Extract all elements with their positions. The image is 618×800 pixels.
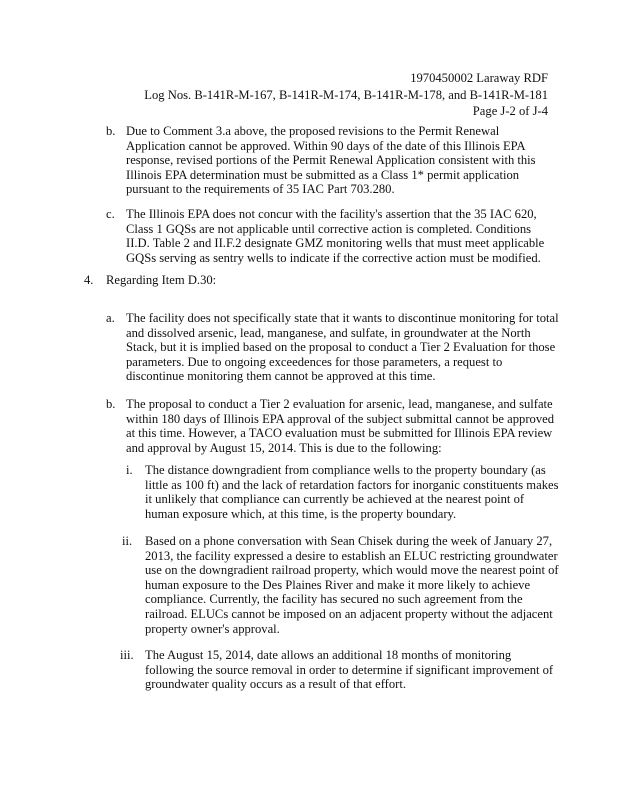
item4bii-label: ii. <box>122 534 133 548</box>
paragraph-line: The August 15, 2014, date allows an additional 18 months of monitoring <box>145 648 512 662</box>
paragraph-line: following the source removal in order to determine if significant improvement of <box>145 662 554 677</box>
page-header <box>144 70 548 120</box>
paragraph-line: The proposal to conduct a Tier 2 evaluation for arsenic, lead, manganese, and sulfate <box>126 397 553 411</box>
facility-id: 1970450002 Laraway RDF <box>410 71 548 85</box>
log-numbers: Log Nos. B-141R-M-167, B-141R-M-174, B-141R-M-178, and B-141R-M-181 <box>144 87 548 102</box>
paragraph-line: use on the downgradient railroad property, which would move the nearest point of <box>145 563 559 578</box>
item4bi-label: i. <box>126 463 133 477</box>
paragraph-line: at this time. However, a TACO evaluation must be submitted for Illinois EPA review <box>126 426 553 441</box>
item-4-heading: Regarding Item D.30: <box>106 273 217 287</box>
paragraph-line: railroad. ELUCs cannot be imposed on an adjacent property without the adjacent <box>145 606 553 621</box>
paragraph-line: property owner's approval. <box>145 621 280 636</box>
paragraph-line: 2013, the facility expressed a desire to establish an ELUC restricting groundwater <box>145 548 558 563</box>
item4bi-paragraph <box>145 463 558 521</box>
item3b-label: b. <box>106 124 116 138</box>
paragraph-line: The Illinois EPA does not concur with the facility's assertion that the 35 IAC 620, <box>126 207 537 221</box>
paragraph-line: The distance downgradient from compliance wells to the property boundary (as <box>145 463 546 477</box>
paragraph-line: Due to Comment 3.a above, the proposed revisions to the Permit Renewal <box>126 124 500 138</box>
paragraph-line: Stack, but it is implied based on the proposal to conduct a Tier 2 Evaluation for those <box>126 340 556 355</box>
paragraph-line: discontinue monitoring them cannot be approved at this time. <box>126 369 436 384</box>
paragraph-line: Based on a phone conversation with Sean Chisek during the week of January 27, <box>145 534 553 548</box>
item-4-number: 4. <box>84 273 94 287</box>
item4biii-paragraph <box>145 648 553 692</box>
item4a-label: a. <box>106 311 115 325</box>
item4b-paragraph <box>126 397 554 455</box>
paragraph-line: Illinois EPA determination must be submitted as a Class 1* permit application <box>126 167 520 182</box>
item4a-paragraph <box>126 311 559 384</box>
item4bii-paragraph <box>145 534 559 636</box>
paragraph-line: Class 1 GQSs are not applicable until corrective action is completed. Conditions <box>126 221 532 236</box>
paragraph-line: and approval by August 15, 2014. This is due to the following: <box>126 440 442 455</box>
page-number: Page J-2 of J-4 <box>472 104 548 118</box>
paragraph-line: The facility does not specifically state that it wants to discontinue monitoring for total <box>126 311 559 325</box>
item4b-label: b. <box>106 397 116 411</box>
item3c-label: c. <box>106 207 115 221</box>
paragraph-line: it unlikely that compliance can currently be achieved at the nearest point of <box>145 492 525 507</box>
paragraph-line: human exposure to the Des Plaines River and make it more likely to achieve <box>145 577 531 592</box>
item3b-paragraph <box>126 124 536 197</box>
paragraph-line: and dissolved arsenic, lead, manganese, and sulfate, in groundwater at the North <box>126 325 531 340</box>
paragraph-line: human exposure which, at this time, is the property boundary. <box>145 506 457 521</box>
paragraph-line: little as 100 ft) and the lack of retardation factors for inorganic constituents makes <box>145 477 559 492</box>
paragraph-line: response, revised portions of the Permit Renewal Application consistent with this <box>126 153 536 168</box>
paragraph-line: within 180 days of Illinois EPA approval of the subject submittal cannot be approved <box>126 411 555 426</box>
item3c-paragraph <box>126 207 544 265</box>
item4biii-label: iii. <box>120 648 134 662</box>
paragraph-line: groundwater quality occurs as a result of that effort. <box>145 677 407 692</box>
paragraph-line: GQSs serving as sentry wells to indicate if the corrective action must be modified. <box>126 250 541 265</box>
paragraph-line: Application cannot be approved. Within 90 days of the date of this Illinois EPA <box>126 138 526 153</box>
paragraph-line: pursuant to the requirements of 35 IAC Part 703.280. <box>126 182 395 197</box>
paragraph-line: compliance. Currently, the facility has secured no such agreement from the <box>145 592 523 607</box>
paragraph-line: II.D. Table 2 and II.F.2 designate GMZ monitoring wells that must meet applicable <box>126 236 545 251</box>
paragraph-line: parameters. Due to ongoing exceedences for those parameters, a request to <box>126 354 503 369</box>
